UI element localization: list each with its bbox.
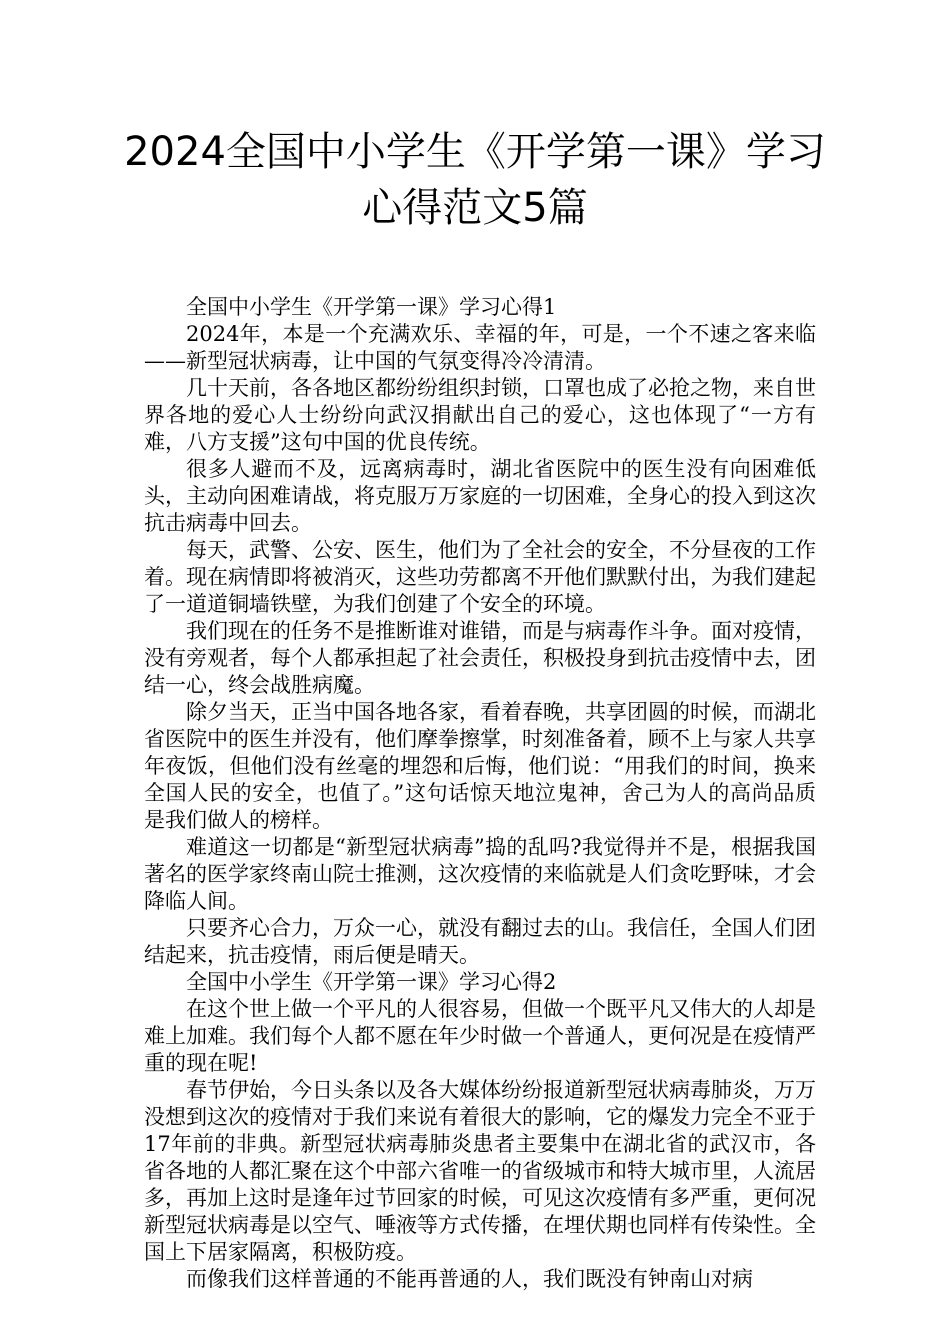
- paragraph: 2024年，本是一个充满欢乐、幸福的年，可是，一个不速之客来临——新型冠状病毒，让中国的气氛变得冷冷清清。: [144, 322, 816, 373]
- paragraph: 春节伊始，今日头条以及各大媒体纷纷报道新型冠状病毒肺炎，万万没想到这次的疫情对于我们来说有着很大的影响，它的爆发力完全不亚于17年前的非典。新型冠状病毒肺炎患者主要集中在湖北省的武汉市，各省各地的人都汇聚在这个中部六省唯一的省级城市和特大城市里，人流居多，再加上这时是逢年过节回家的时候，可见这次疫情有多严重，更何况新型冠状病毒是以空气、唾液等方式传播，在埋伏期也同样有传染性。全国上下居家隔离，积极防疫。: [144, 1078, 816, 1264]
- paragraph: 每天，武警、公安、医生，他们为了全社会的安全，不分昼夜的工作着。现在病情即将被消灭，这些功劳都离不开他们默默付出，为我们建起了一道道铜墙铁壁，为我们创建了个安全的环境。: [144, 538, 816, 616]
- paragraph: 很多人避而不及，远离病毒时，湖北省医院中的医生没有向困难低头，主动向困难请战，将克服万万家庭的一切困难，全身心的投入到这次抗击病毒中回去。: [144, 457, 816, 535]
- paragraph: 除夕当天，正当中国各地各家，看着春晚，共享团圆的时候，而湖北省医院中的医生并没有，他们摩拳擦掌，时刻准备着，顾不上与家人共享年夜饭，但他们没有丝毫的埋怨和后悔，他们说：“用我们的时间，换来全国人民的安全，也值了。”这句话惊天地泣鬼神，舍己为人的高尚品质是我们做人的榜样。: [144, 700, 816, 832]
- paragraph: 几十天前，各各地区都纷纷组织封锁，口罩也成了必抢之物，来自世界各地的爱心人士纷纷向武汉捐献出自己的爱心，这也体现了“一方有难，八方支援”这句中国的优良传统。: [144, 376, 816, 454]
- section-heading-1: 全国中小学生《开学第一课》学习心得1: [186, 295, 557, 319]
- paragraph: 我们现在的任务不是推断谁对谁错，而是与病毒作斗争。面对疫情，没有旁观者，每个人都承担起了社会责任，积极投身到抗击疫情中去，团结一心，终会战胜病魔。: [144, 619, 816, 697]
- document-title-line-1: 2024全国中小学生《开学第一课》学习: [124, 129, 826, 175]
- paragraph: 难道这一切都是“新型冠状病毒”捣的乱吗?我觉得并不是，根据我国著名的医学家终南山院士推测，这次疫情的来临就是人们贪吃野味，才会降临人间。: [144, 835, 816, 913]
- paragraph: 在这个世上做一个平凡的人很容易，但做一个既平凡又伟大的人却是难上加难。我们每个人都不愿在年少时做一个普通人，更何况是在疫情严重的现在呢!: [144, 997, 816, 1075]
- document-title-line-2: 心得范文5篇: [362, 185, 588, 231]
- document-body: [144, 294, 816, 1293]
- document-title: [100, 124, 850, 236]
- section-heading-2: 全国中小学生《开学第一课》学习心得2: [186, 970, 557, 994]
- paragraph: 只要齐心合力，万众一心，就没有翻过去的山。我信任，全国人们团结起来，抗击疫情，雨后便是晴天。: [144, 916, 816, 967]
- paragraph: 而像我们这样普通的不能再普通的人，我们既没有钟南山对病: [186, 1267, 753, 1291]
